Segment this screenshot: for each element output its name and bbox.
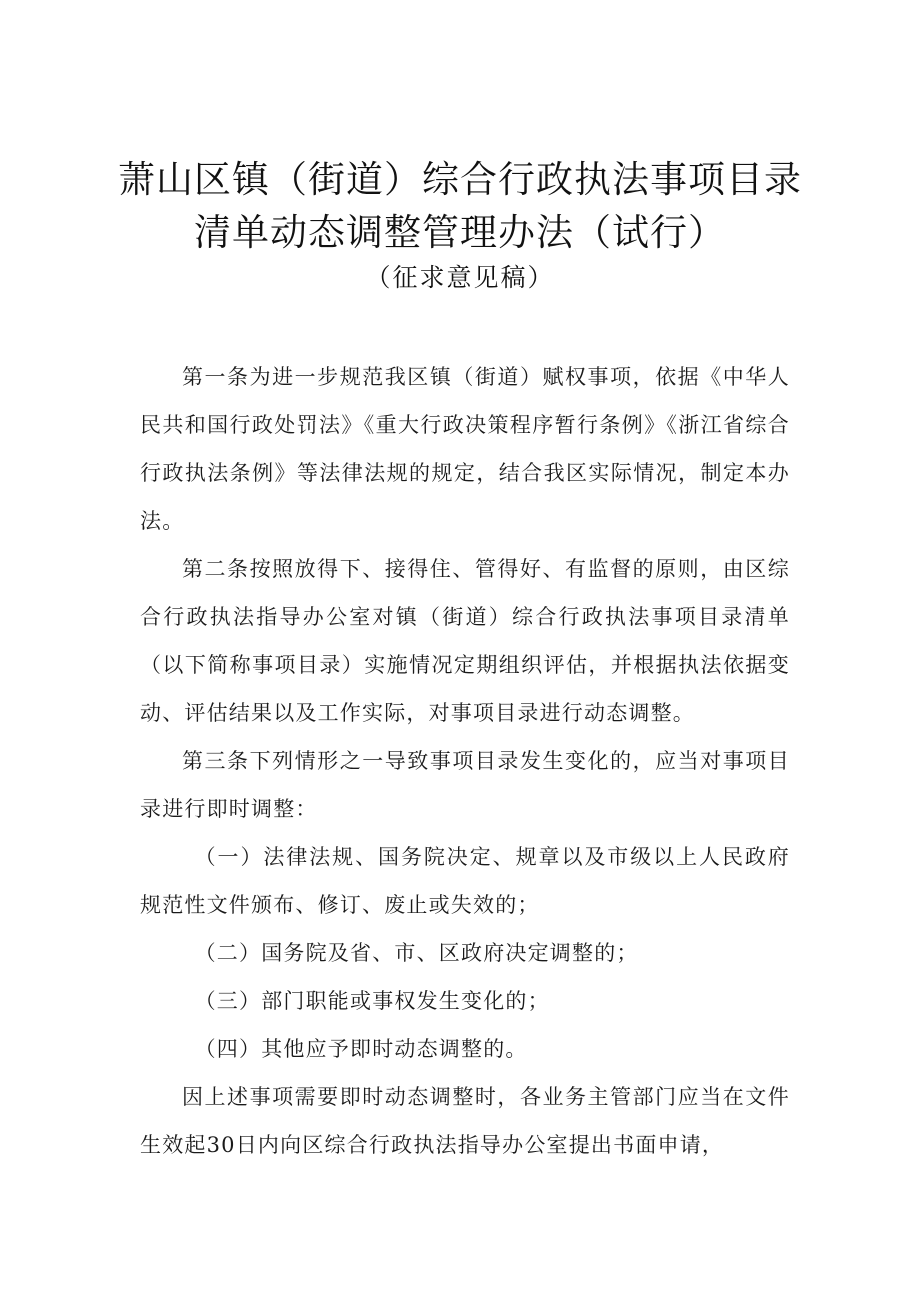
article-2-paragraph: 第二条按照放得下、接得住、管得好、有监督的原则，由区综合行政执法指导办公室对镇（街道）综合行政执法事项目录清单（以下简称事项目录）实施情况定期组织评估，并根据执法依据变动、评估结果以及工作实际，对事项目录进行动态调整。 (140, 557, 790, 725)
list-item-4: （四）其他应予即时动态调整的。 (194, 1037, 528, 1061)
document-title-line-1: 萧山区镇（街道）综合行政执法事项目录 (118, 158, 802, 201)
list-item-2: （二）国务院及省、市、区政府决定调整的； (194, 941, 639, 965)
list-item-1: （一）法律法规、国务院决定、规章以及市级以上人民政府规范性文件颁布、修订、废止或失效的； (140, 845, 790, 917)
article-1-paragraph: 第一条为进一步规范我区镇（街道）赋权事项，依据《中华人民共和国行政处罚法》《重大行政决策程序暂行条例》《浙江省综合行政执法条例》等法律法规的规定，结合我区实际情况，制定本办法。 (140, 365, 790, 533)
article-3-paragraph: 第三条下列情形之一导致事项目录发生变化的，应当对事项目录进行即时调整： (140, 749, 790, 821)
document-subtitle: （征求意见稿） (365, 263, 555, 292)
article-3-followup-paragraph: 因上述事项需要即时动态调整时，各业务主管部门应当在文件生效起30日内向区综合行政执法指导办公室提出书面申请， (140, 1085, 790, 1157)
list-item-3: （三）部门职能或事权发生变化的； (194, 989, 550, 1013)
document-body (140, 353, 790, 1169)
document-title-line-2: 清单动态调整管理办法（试行） (194, 211, 726, 254)
